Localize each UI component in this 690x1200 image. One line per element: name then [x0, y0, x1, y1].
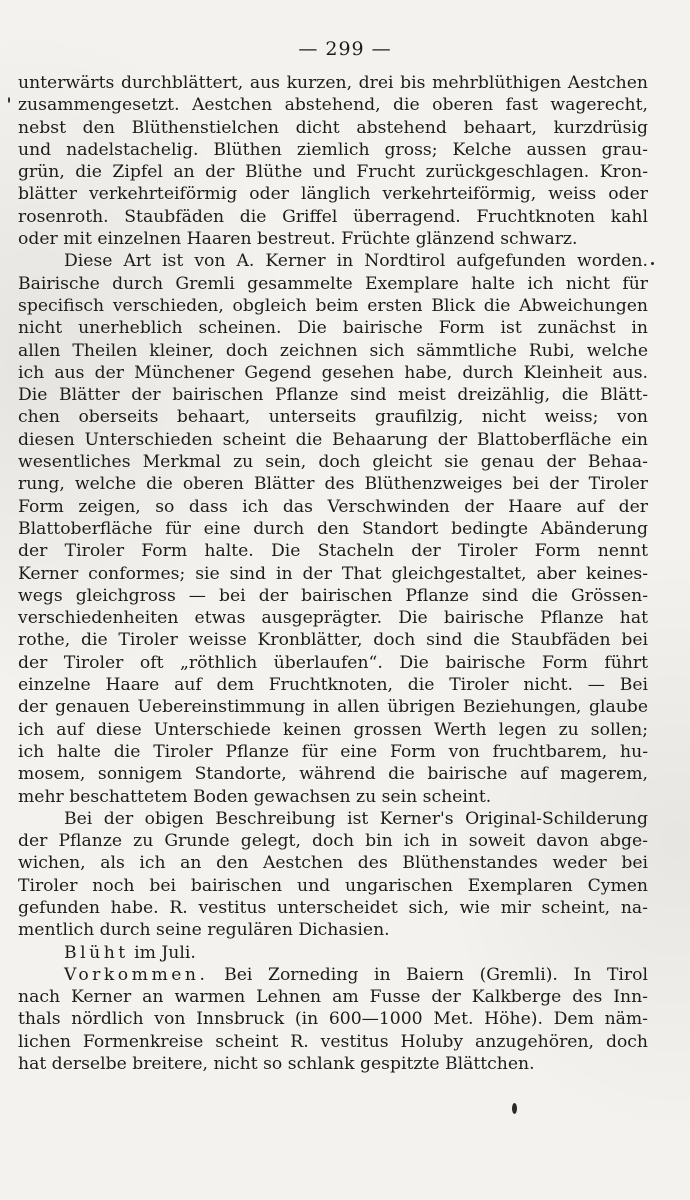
ink-speck — [8, 97, 10, 103]
text-line: Vorkommen. Bei Zorneding in Baiern (Gremli). In Tirol — [64, 964, 648, 985]
text-line: wegs gleichgross — bei der bairischen Pflanze sind die Grössen- — [18, 585, 648, 606]
text-line: nicht unerheblich scheinen. Die bairische Form ist zunächst in — [18, 318, 648, 339]
text-line: der Tiroler Form halte. Die Stacheln der Tiroler Form nennt — [18, 541, 648, 562]
text-line: mosem, sonnigem Standorte, während die bairische auf magerem, — [18, 764, 648, 785]
text-line: Blattoberfläche für eine durch den Standort bedingte Abänderung — [18, 518, 648, 539]
text-line: mehr beschattetem Boden gewachsen zu sein scheint. — [18, 786, 492, 807]
text-line: mentlich durch seine regulären Dichasien. — [18, 920, 390, 941]
text-line: ich auf diese Unterschiede keinen grossen Werth legen zu sollen; — [18, 719, 648, 740]
text-line: Die Blätter der bairischen Pflanze sind meist dreizählig, die Blätt- — [18, 385, 648, 406]
text-line: chen oberseits behaart, unterseits graufilzig, nicht weiss; von — [18, 407, 648, 428]
text-line: hat derselbe breitere, nicht so schlank gespitzte Blättchen. — [18, 1054, 535, 1075]
text-line: verschiedenheiten etwas ausgeprägter. Die bairische Pflanze hat — [18, 608, 648, 629]
text-line: lichen Formenkreise scheint R. vestitus Holuby anzugehören, doch — [18, 1031, 648, 1052]
text-line: wesentliches Merkmal zu sein, doch gleicht sie genau der Behaa- — [18, 452, 648, 473]
spaced-heading: Blüht — [64, 942, 129, 963]
text-line: der Pflanze zu Grunde gelegt, doch bin ich in soweit davon abge- — [18, 831, 648, 852]
text-line: Kerner conformes; sie sind in der That gleichgestaltet, aber keines- — [18, 563, 648, 584]
text-line: ich halte die Tiroler Pflanze für eine Form von fruchtbarem, hu- — [18, 741, 648, 762]
text-line: nach Kerner an warmen Lehnen am Fusse der Kalkberge des Inn- — [18, 987, 648, 1008]
text-line: unterwärts durchblättert, aus kurzen, drei bis mehrblüthigen Aestchen — [18, 73, 648, 93]
text-line: oder mit einzelnen Haaren bestreut. Früchte glänzend schwarz. — [18, 229, 578, 250]
text-line: Form zeigen, so dass ich das Verschwinden der Haare auf der — [18, 496, 648, 517]
text-line: grün, die Zipfel an der Blüthe und Frucht zurückgeschlagen. Kron- — [18, 162, 648, 183]
text-line: Diese Art ist von A. Kerner in Nordtirol aufgefunden worden. — [64, 251, 648, 272]
text-line: Bairische durch Gremli gesammelte Exemplare halte ich nicht für — [18, 273, 648, 294]
text-line: blätter verkehrteiförmig oder länglich verkehrteiförmig, weiss oder — [18, 184, 648, 205]
text-line: allen Theilen kleiner, doch zeichnen sich sämmtliche Rubi, welche — [18, 340, 648, 361]
text-line: diesen Unterschieden scheint die Behaarung der Blattoberfläche ein — [18, 429, 648, 450]
ink-speck — [651, 262, 654, 265]
text-line: rung, welche die oberen Blätter des Blüthenzweiges bei der Tiroler — [18, 474, 648, 495]
text-line: und nadelstachelig. Blüthen ziemlich gross; Kelche aussen grau- — [18, 139, 648, 160]
text-line: rothe, die Tiroler weisse Kronblätter, doch sind die Staubfäden bei — [18, 630, 648, 651]
spaced-heading: Vorkommen. — [64, 964, 209, 985]
text-line: Tiroler noch bei bairischen und ungarischen Exemplaren Cymen — [18, 875, 648, 896]
text-line: ich aus der Münchener Gegend gesehen habe, durch Kleinheit aus. — [18, 362, 648, 383]
text-line: Blüht im Juli. — [64, 942, 196, 963]
text-line: specifisch verschieden, obgleich beim ersten Blick die Abweichungen — [18, 295, 648, 316]
text-line: rosenroth. Staubfäden die Griffel überragend. Fruchtknoten kahl — [18, 206, 648, 227]
body-text — [18, 72, 648, 1075]
text-line: der Tiroler oft „röthlich überlaufen“. Die bairische Form führt — [18, 652, 648, 673]
text-line: Bei der obigen Beschreibung ist Kerner's Original-Schilderung — [64, 808, 648, 829]
text-line: einzelne Haare auf dem Fruchtknoten, die Tiroler nicht. — Bei — [18, 675, 648, 696]
text-line: wichen, als ich an den Aestchen des Blüthenstandes weder bei — [18, 853, 648, 874]
text-line: thals nördlich von Innsbruck (in 600—1000 Met. Höhe). Dem näm- — [18, 1009, 648, 1030]
page-number: — 299 — — [298, 38, 392, 60]
text-line: der genauen Uebereinstimmung in allen übrigen Beziehungen, glaube — [18, 697, 648, 718]
text-line: gefunden habe. R. vestitus unterscheidet sich, wie mir scheint, na- — [18, 897, 648, 918]
text-line: zusammengesetzt. Aestchen abstehend, die oberen fast wagerecht, — [18, 95, 648, 116]
text-line: nebst den Blüthenstielchen dicht abstehend behaart, kurzdrüsig — [18, 117, 648, 138]
ink-speck — [512, 1103, 517, 1114]
